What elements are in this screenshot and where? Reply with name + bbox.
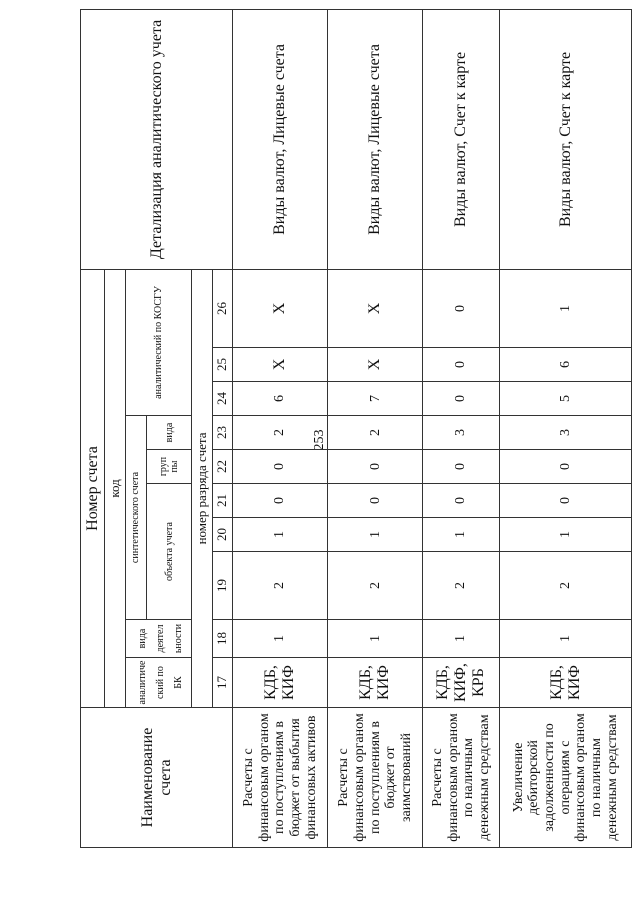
row-cell: 0 [233, 484, 328, 518]
table-row [500, 9, 632, 847]
row-detail: Виды валют, Счет к карте [500, 9, 632, 269]
page-number: 253 [312, 429, 327, 451]
digit-17: 17 [212, 658, 233, 708]
accounts-table [80, 9, 632, 848]
row-cell: 2 [233, 552, 328, 620]
row-cell: 7 [328, 382, 423, 416]
row-cell: 2 [233, 416, 328, 450]
row-cell: 1 [328, 518, 423, 552]
row-cell: 1 [233, 518, 328, 552]
row-cell: 1 [423, 518, 500, 552]
row-cell: 0 [500, 484, 632, 518]
row-cell: 1 [500, 269, 632, 347]
row-cell: 2 [423, 552, 500, 620]
digit-18: 18 [212, 620, 233, 658]
row-cell: 3 [423, 416, 500, 450]
row-cell: 0 [423, 450, 500, 484]
row-cell: 0 [328, 450, 423, 484]
row-cell: 0 [233, 450, 328, 484]
header-object: объекта учета [147, 484, 192, 620]
header-code: код [105, 269, 126, 707]
header-kind: вида [147, 416, 192, 450]
header-detail: Детализация аналитического учета [81, 9, 233, 269]
header-analytic-bk: аналитиче ский по БК [125, 658, 191, 708]
row-cell: 3 [500, 416, 632, 450]
row-cell: 1 [500, 620, 632, 658]
row-cell: 1 [233, 620, 328, 658]
header-digit-number: номер разряда счета [192, 269, 213, 707]
row-cell: 0 [423, 348, 500, 382]
header-group: груп пы [147, 450, 192, 484]
row-cell: 2 [328, 552, 423, 620]
row-cell: 6 [500, 348, 632, 382]
digit-20: 20 [212, 518, 233, 552]
digit-24: 24 [212, 382, 233, 416]
row-cell: 6 [233, 382, 328, 416]
digit-22: 22 [212, 450, 233, 484]
digit-21: 21 [212, 484, 233, 518]
table-row [328, 9, 423, 847]
row-cell: 0 [423, 484, 500, 518]
row-name: Расчеты с финансовым органом по поступлениям в бюджет от выбытия финансовых активов [233, 708, 328, 848]
row-cell: 2 [500, 552, 632, 620]
row-cell: Х [233, 348, 328, 382]
row-detail: Виды валют, Счет к карте [423, 9, 500, 269]
digit-19: 19 [212, 552, 233, 620]
row-detail: Виды валют, Лицевые счета [233, 9, 328, 269]
row-name: Увеличение дебиторской задолженности по операциям с финансовым органом по наличным денежным средствам [500, 708, 632, 848]
header-activity-type: вида деятел ьности [125, 620, 191, 658]
row-cell: Х [328, 269, 423, 347]
header-analytic-kosgu: аналитический по КОСГУ [125, 269, 191, 415]
header-synthetic: синтетического счета [125, 416, 146, 620]
rotated-table-wrapper [80, 19, 632, 848]
row-cell: 1 [500, 518, 632, 552]
row-cell: 0 [423, 382, 500, 416]
digit-25: 25 [212, 348, 233, 382]
row-cell: 0 [328, 484, 423, 518]
row-cell: 0 [500, 450, 632, 484]
row-cell: Х [233, 269, 328, 347]
row-bk: КДБ, КИФ [328, 658, 423, 708]
digit-23: 23 [212, 416, 233, 450]
row-name: Расчеты с финансовым органом по поступлениям в бюджет от заимствований [328, 708, 423, 848]
header-account-name: Наименование счета [81, 708, 233, 848]
row-cell: 1 [423, 620, 500, 658]
row-cell: Х [328, 348, 423, 382]
digit-26: 26 [212, 269, 233, 347]
row-cell: 2 [328, 416, 423, 450]
table-row [233, 9, 328, 847]
table-row [423, 9, 500, 847]
row-name: Расчеты с финансовым органом по наличным денежным средствам [423, 708, 500, 848]
row-detail: Виды валют, Лицевые счета [328, 9, 423, 269]
row-cell: 0 [423, 269, 500, 347]
row-cell: 1 [328, 620, 423, 658]
row-bk: КДБ, КИФ, КРБ [423, 658, 500, 708]
row-bk: КДБ, КИФ [233, 658, 328, 708]
row-bk: КДБ, КИФ [500, 658, 632, 708]
header-account-number: Номер счета [81, 269, 105, 707]
row-cell: 5 [500, 382, 632, 416]
